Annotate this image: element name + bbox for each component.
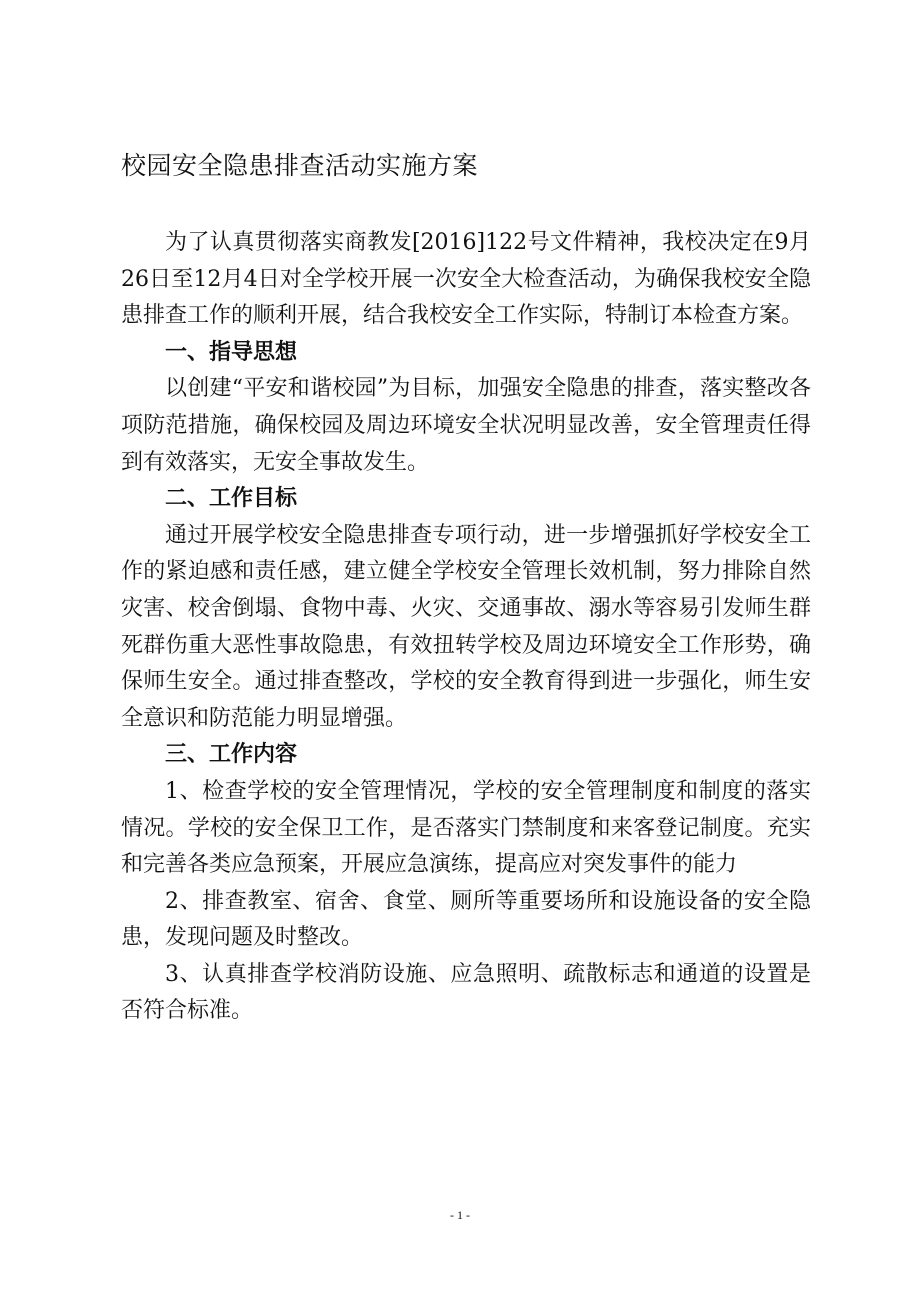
section-heading-work-goals: 二、工作目标: [165, 486, 298, 512]
guiding-thought-paragraph: 以创建“平安和谐校园”为目标，加强安全隐患的排查，落实整改各项防范措施，确保校园及周边环境安全状况明显改善，安全管理责任得到有效落实，无安全事故发生。: [121, 376, 811, 475]
intro-paragraph: 为了认真贯彻落实商教发[2016]122号文件精神，我校决定在9月26日至12月4日对全学校开展一次安全大检查活动，为确保我校安全隐患排查工作的顺利开展，结合我校安全工作实际，特制订本检查方案。: [121, 230, 811, 329]
work-goals-paragraph: 通过开展学校安全隐患排查专项行动，进一步增强抓好学校安全工作的紧迫感和责任感，建立健全学校安全管理长效机制，努力排除自然灾害、校舍倒塌、食物中毒、火灾、交通事故、溺水等容易引发师生群死群伤重大恶性事故隐患，有效扭转学校及周边环境安全工作形势，确保师生安全。通过排查整改，学校的安全教育得到进一步强化，师生安全意识和防范能力明显增强。: [121, 522, 811, 731]
document-title: 校园安全隐患排查活动实施方案: [121, 151, 479, 180]
section-heading-guiding-thought: 一、指导思想: [165, 339, 298, 365]
section-heading-work-content: 三、工作内容: [165, 742, 298, 768]
work-content-item: 3、认真排查学校消防设施、应急照明、疏散标志和通道的设置是否符合标准。: [121, 961, 811, 1024]
page-number: - 1 -: [450, 1208, 470, 1222]
document-body: [121, 225, 811, 1030]
work-content-item: 2、排查教室、宿舍、食堂、厕所等重要场所和设施设备的安全隐患，发现问题及时整改。: [121, 888, 811, 951]
work-content-item: 1、检查学校的安全管理情况，学校的安全管理制度和制度的落实情况。学校的安全保卫工作，是否落实门禁制度和来客登记制度。充实和完善各类应急预案，开展应急演练，提高应对突发事件的能力: [121, 778, 811, 878]
